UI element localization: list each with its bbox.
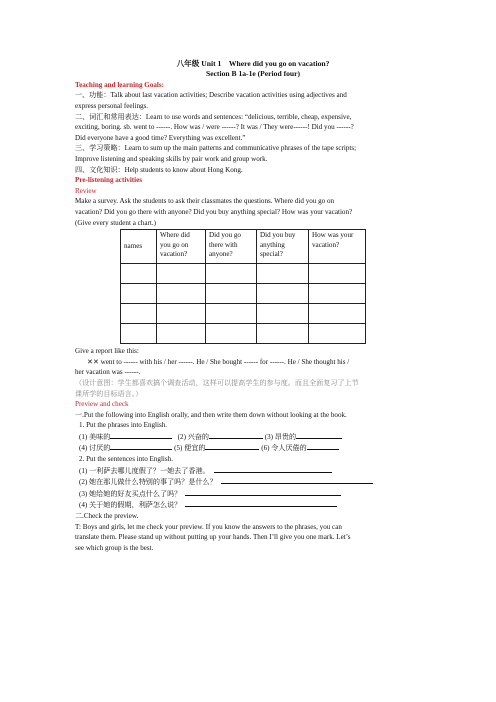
survey-row: [121, 304, 366, 324]
table-cell[interactable]: [121, 304, 157, 324]
sentence-row: [75, 499, 431, 511]
table-cell[interactable]: [257, 304, 309, 324]
sentence-prompt: (3) 她给她的好友买点什么了吗？: [79, 489, 182, 498]
table-cell[interactable]: [257, 264, 309, 284]
goal-line: 四、文化知识：Help students to know about Hong Kong.: [75, 165, 243, 174]
phrase-row: [75, 431, 431, 443]
answer-blank[interactable]: [209, 431, 263, 439]
goals-heading: Teaching and learning Goals:: [75, 80, 165, 89]
sentence-prompt: (4) 关于她的假期，利萨怎么说？: [79, 501, 182, 510]
phrase-prompt: (6) 令人厌倦的: [261, 444, 307, 453]
answer-blank[interactable]: [110, 442, 172, 450]
part2-title: 2. Put the sentences into English.: [79, 455, 173, 464]
table-cell[interactable]: [157, 264, 206, 284]
table-cell[interactable]: [309, 284, 366, 304]
table-cell[interactable]: [157, 284, 206, 304]
answer-blank[interactable]: [307, 442, 339, 450]
answer-blank[interactable]: [185, 488, 341, 496]
answer-blank[interactable]: [214, 465, 332, 473]
table-cell[interactable]: [309, 304, 366, 324]
sentence-prompt: (2) 她在那儿做什么特别的事了吗？是什么？: [79, 478, 217, 487]
survey-line: vacation? Did you go there with anyone? Did you buy anything special? How was your vacation?: [75, 207, 353, 216]
header-cell-how: How was your vacation?: [309, 230, 366, 264]
goal-line: exciting, boring. sb. went to ------. How was / were ------? It was / They were------! Did you ------?: [75, 123, 354, 132]
table-cell[interactable]: [121, 264, 157, 284]
phrase-prompt: (4) 讨厌的: [79, 444, 111, 453]
phrase-prompt: (1) 美味的: [79, 432, 111, 441]
table-cell[interactable]: [157, 324, 206, 344]
page-title: 八年级 Unit 1 Where did you go on vacation?: [176, 59, 330, 68]
answer-blank[interactable]: [185, 499, 337, 507]
answer-blank[interactable]: [296, 431, 342, 439]
sentence-row: [75, 465, 431, 477]
table-cell[interactable]: [206, 284, 257, 304]
preview-heading: Preview and check: [75, 400, 129, 409]
phrase-prompt: (2) 兴奋的: [177, 432, 209, 441]
table-cell[interactable]: [257, 324, 309, 344]
answer-blank[interactable]: [110, 431, 172, 439]
report-line: her vacation was ------.: [75, 368, 141, 377]
part1-title: 1. Put the phrases into English.: [79, 421, 168, 430]
answer-blank[interactable]: [205, 442, 259, 450]
table-cell[interactable]: [157, 304, 206, 324]
header-cell-names: names: [121, 230, 157, 264]
answer-blank[interactable]: [221, 476, 373, 484]
survey-row: [121, 324, 366, 344]
review-label: Review: [75, 186, 97, 195]
goal-line: 三、学习策略：Learn to sum up the main patterns and communicative phrases of the tape scripts;: [75, 144, 357, 153]
report-intro: Give a report like this:: [75, 347, 139, 356]
survey-line: (Give every student a chart.): [75, 218, 156, 227]
check-line: T: Boys and girls, let me check your preview. If you know the answers to the phrases, you can: [75, 522, 342, 531]
page-subtitle: Section B 1a-1e (Period four): [205, 69, 301, 79]
design-note: 课所学的目标语言。）: [75, 389, 143, 398]
header-cell-where: Where did you go on vacation?: [157, 230, 206, 264]
prelistening-heading: Pre-listening activities: [75, 176, 143, 185]
check-title: 二.Check the preview.: [75, 512, 139, 521]
sentence-row: [75, 488, 431, 500]
header-cell-with: Did you go there with anyone?: [206, 230, 257, 264]
goal-line: 二、词汇和常用表达：Learn to use words and sentences: “delicious, terrible, cheap, expensive,: [75, 112, 352, 121]
table-cell[interactable]: [206, 304, 257, 324]
phrase-prompt: (5) 便宜的: [174, 444, 206, 453]
phrase-prompt: (3) 昂贵的: [264, 432, 297, 441]
goal-line: express personal feelings.: [75, 102, 149, 110]
document-page: [75, 59, 431, 553]
goal-line: Improve listening and speaking skills by pair work and group work.: [75, 154, 268, 163]
goal-line: 一、功能：Talk about last vacation activities; Describe vacation activities using adjectives and: [75, 91, 347, 100]
survey-row: [121, 264, 366, 284]
survey-row: [121, 284, 366, 304]
table-cell[interactable]: [206, 264, 257, 284]
table-cell[interactable]: [121, 284, 157, 304]
survey-header-row: [121, 230, 366, 264]
sentence-row: [75, 476, 431, 488]
table-cell[interactable]: [309, 264, 366, 284]
survey-line: Make a survey. Ask the students to ask their classmates the questions. Where did you go on: [75, 197, 335, 206]
preview-intro: 一.Put the following into English orally, and then write them down without looking at the book.: [75, 410, 347, 419]
design-note: （设计意图：学生都喜欢搞个调查活动，这样可以提高学生的参与度。而且全面复习了上节: [75, 378, 359, 387]
header-cell-buy: Did you buy anything special?: [257, 230, 309, 264]
table-cell[interactable]: [206, 324, 257, 344]
table-cell[interactable]: [309, 324, 366, 344]
table-cell[interactable]: [121, 324, 157, 344]
table-cell[interactable]: [257, 284, 309, 304]
phrase-row: [75, 442, 431, 454]
survey-chart: [120, 229, 366, 344]
report-line: ✕✕ went to ------ with his / her ------. He / She bought ------ for ------. He / She thought his /: [87, 357, 350, 366]
sentence-prompt: (1) 一利萨去哪儿度假了？一她去了香港。: [79, 466, 210, 475]
goal-line: Did everyone have a good time? Everything was excellent.”: [75, 133, 246, 142]
check-line: see which group is the best.: [75, 543, 154, 552]
check-line: translate them. Please stand up without putting up your hands. Then I’ll give you one mark. Let’s: [75, 533, 351, 542]
